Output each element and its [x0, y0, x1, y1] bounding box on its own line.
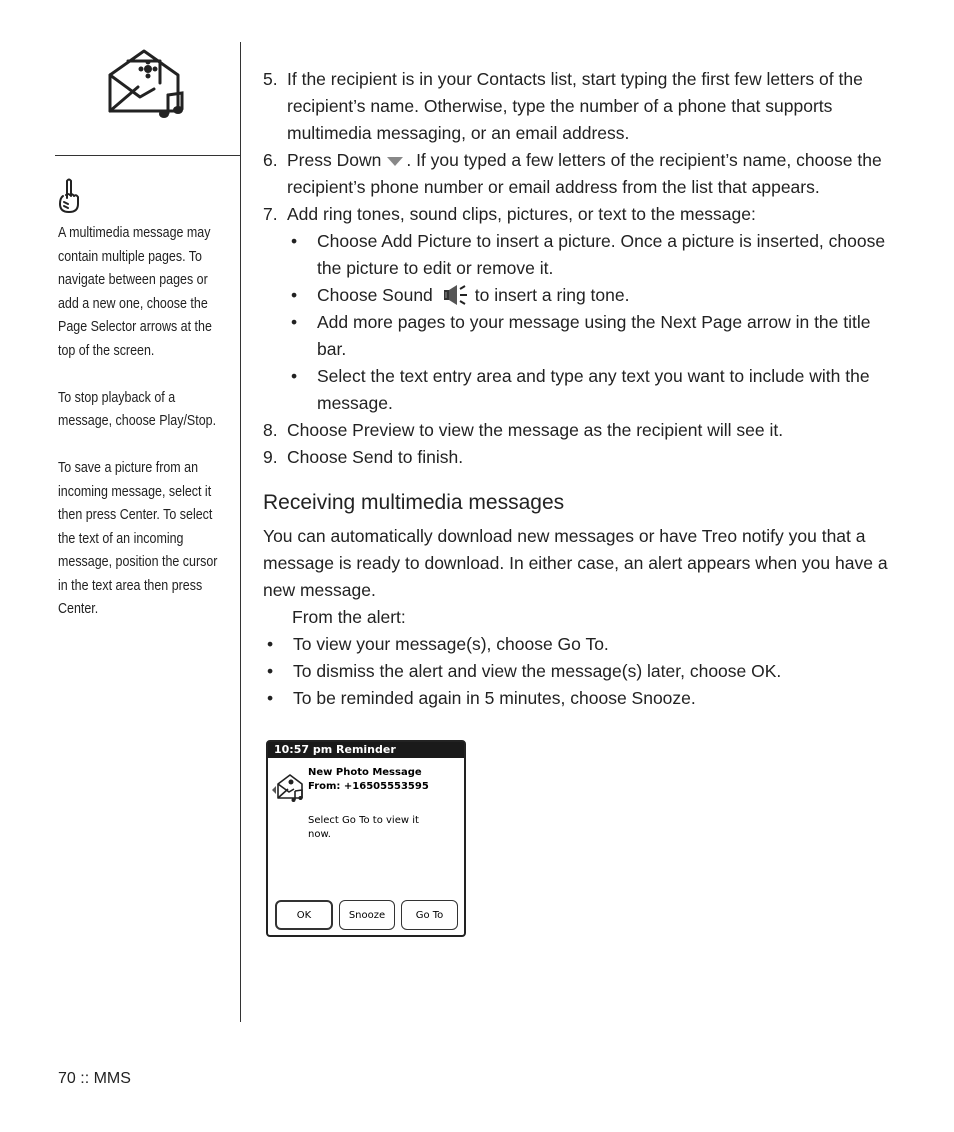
bullet-dot: •: [291, 231, 298, 251]
dialog-message: Select Go To to view it now.: [308, 815, 419, 840]
bullet-text: Choose Add Picture to insert a picture. Once a picture is inserted, choose the picture to edit or remove it.: [317, 231, 886, 278]
step-text: Press Down: [287, 150, 382, 170]
pointing-hand-icon: [57, 178, 81, 214]
bullet-text: To be reminded again in 5 minutes, choose Snooze.: [293, 688, 696, 708]
bullet-text: Select the text entry area and type any text you want to include with the message.: [317, 366, 870, 413]
step-number: 5.: [263, 69, 278, 89]
list-item: [263, 631, 903, 658]
step-9: [263, 444, 903, 471]
mms-message-icon: [272, 770, 306, 804]
from-alert-label: From the alert:: [292, 607, 406, 627]
mms-envelope-icon: [104, 47, 188, 123]
list-item: [287, 228, 903, 282]
bullet-dot: •: [267, 634, 274, 654]
step-text: Choose Preview to view the message as the recipient will see it.: [287, 420, 784, 440]
list-item: [287, 309, 903, 363]
alert-bullets: [263, 631, 903, 712]
bullet-text: Add more pages to your message using the Next Page arrow in the title bar.: [317, 312, 871, 359]
column-divider: [240, 42, 241, 1022]
step-text: If the recipient is in your Contacts list, start typing the first few letters of the recipient’s name. Otherwise, type the number of a phone that supports multimedia messaging, or an email address.: [287, 69, 863, 143]
sidebar-notes: [58, 222, 226, 645]
list-item: [263, 685, 903, 712]
dialog-heading-line: New Photo Message: [308, 767, 422, 778]
dialog-heading-line: From: +16505553595: [308, 781, 429, 792]
sidebar: [0, 0, 242, 1132]
step-8: [263, 417, 903, 444]
dialog-title-bar: 10:57 pm Reminder: [268, 742, 464, 758]
sound-icon: [443, 284, 469, 306]
go-to-button[interactable]: Go To: [401, 900, 458, 930]
section-paragraph: You can automatically download new messages or have Treo notify you that a message is ready to download. In either case, an alert appears when you have a new message.: [263, 526, 888, 600]
snooze-button[interactable]: Snooze: [339, 900, 395, 930]
step-5: [263, 66, 903, 147]
bullet-text: To dismiss the alert and view the message(s) later, choose OK.: [293, 661, 782, 681]
bullet-dot: •: [291, 285, 298, 305]
list-item: [263, 658, 903, 685]
bullet-dot: •: [291, 312, 298, 332]
sidebar-note: A multimedia message may contain multiple pages. To navigate between pages or add a new one, choose the Page Selector arrows at the top of the screen.: [58, 225, 212, 359]
step-text: . If you typed a few letters of the recipient’s name, choose the recipient’s phone number or email address from the list that appears.: [287, 150, 882, 197]
ok-button[interactable]: OK: [275, 900, 333, 930]
down-arrow-icon: [387, 157, 403, 166]
step-text: Add ring tones, sound clips, pictures, or text to the message:: [287, 204, 756, 224]
dialog-heading: [308, 766, 429, 794]
sidebar-divider: [55, 155, 241, 156]
bullet-text: to insert a ring tone.: [474, 285, 630, 305]
bullet-dot: •: [267, 661, 274, 681]
bullet-text: To view your message(s), choose Go To.: [293, 634, 609, 654]
step-number: 6.: [263, 150, 278, 170]
list-item: [287, 363, 903, 417]
reminder-dialog: [266, 740, 466, 937]
section-heading: Receiving multimedia messages: [263, 491, 565, 514]
main-content: [263, 66, 903, 712]
bullet-dot: •: [267, 688, 274, 708]
step-7-bullets: [287, 228, 903, 417]
list-item: [287, 282, 903, 309]
step-number: 8.: [263, 420, 278, 440]
step-6: [263, 147, 903, 201]
step-text: Choose Send to finish.: [287, 447, 464, 467]
page-footer: 70 :: MMS: [58, 1070, 131, 1087]
sidebar-note: To save a picture from an incoming message, select it then press Center. To select the text of an incoming message, position the cursor in the text area then press Center.: [58, 460, 218, 617]
step-number: 9.: [263, 447, 278, 467]
bullet-dot: •: [291, 366, 298, 386]
bullet-text: Choose Sound: [317, 285, 433, 305]
step-number: 7.: [263, 204, 278, 224]
sidebar-note: To stop playback of a message, choose Play/Stop.: [58, 389, 217, 429]
step-7: [263, 201, 903, 228]
